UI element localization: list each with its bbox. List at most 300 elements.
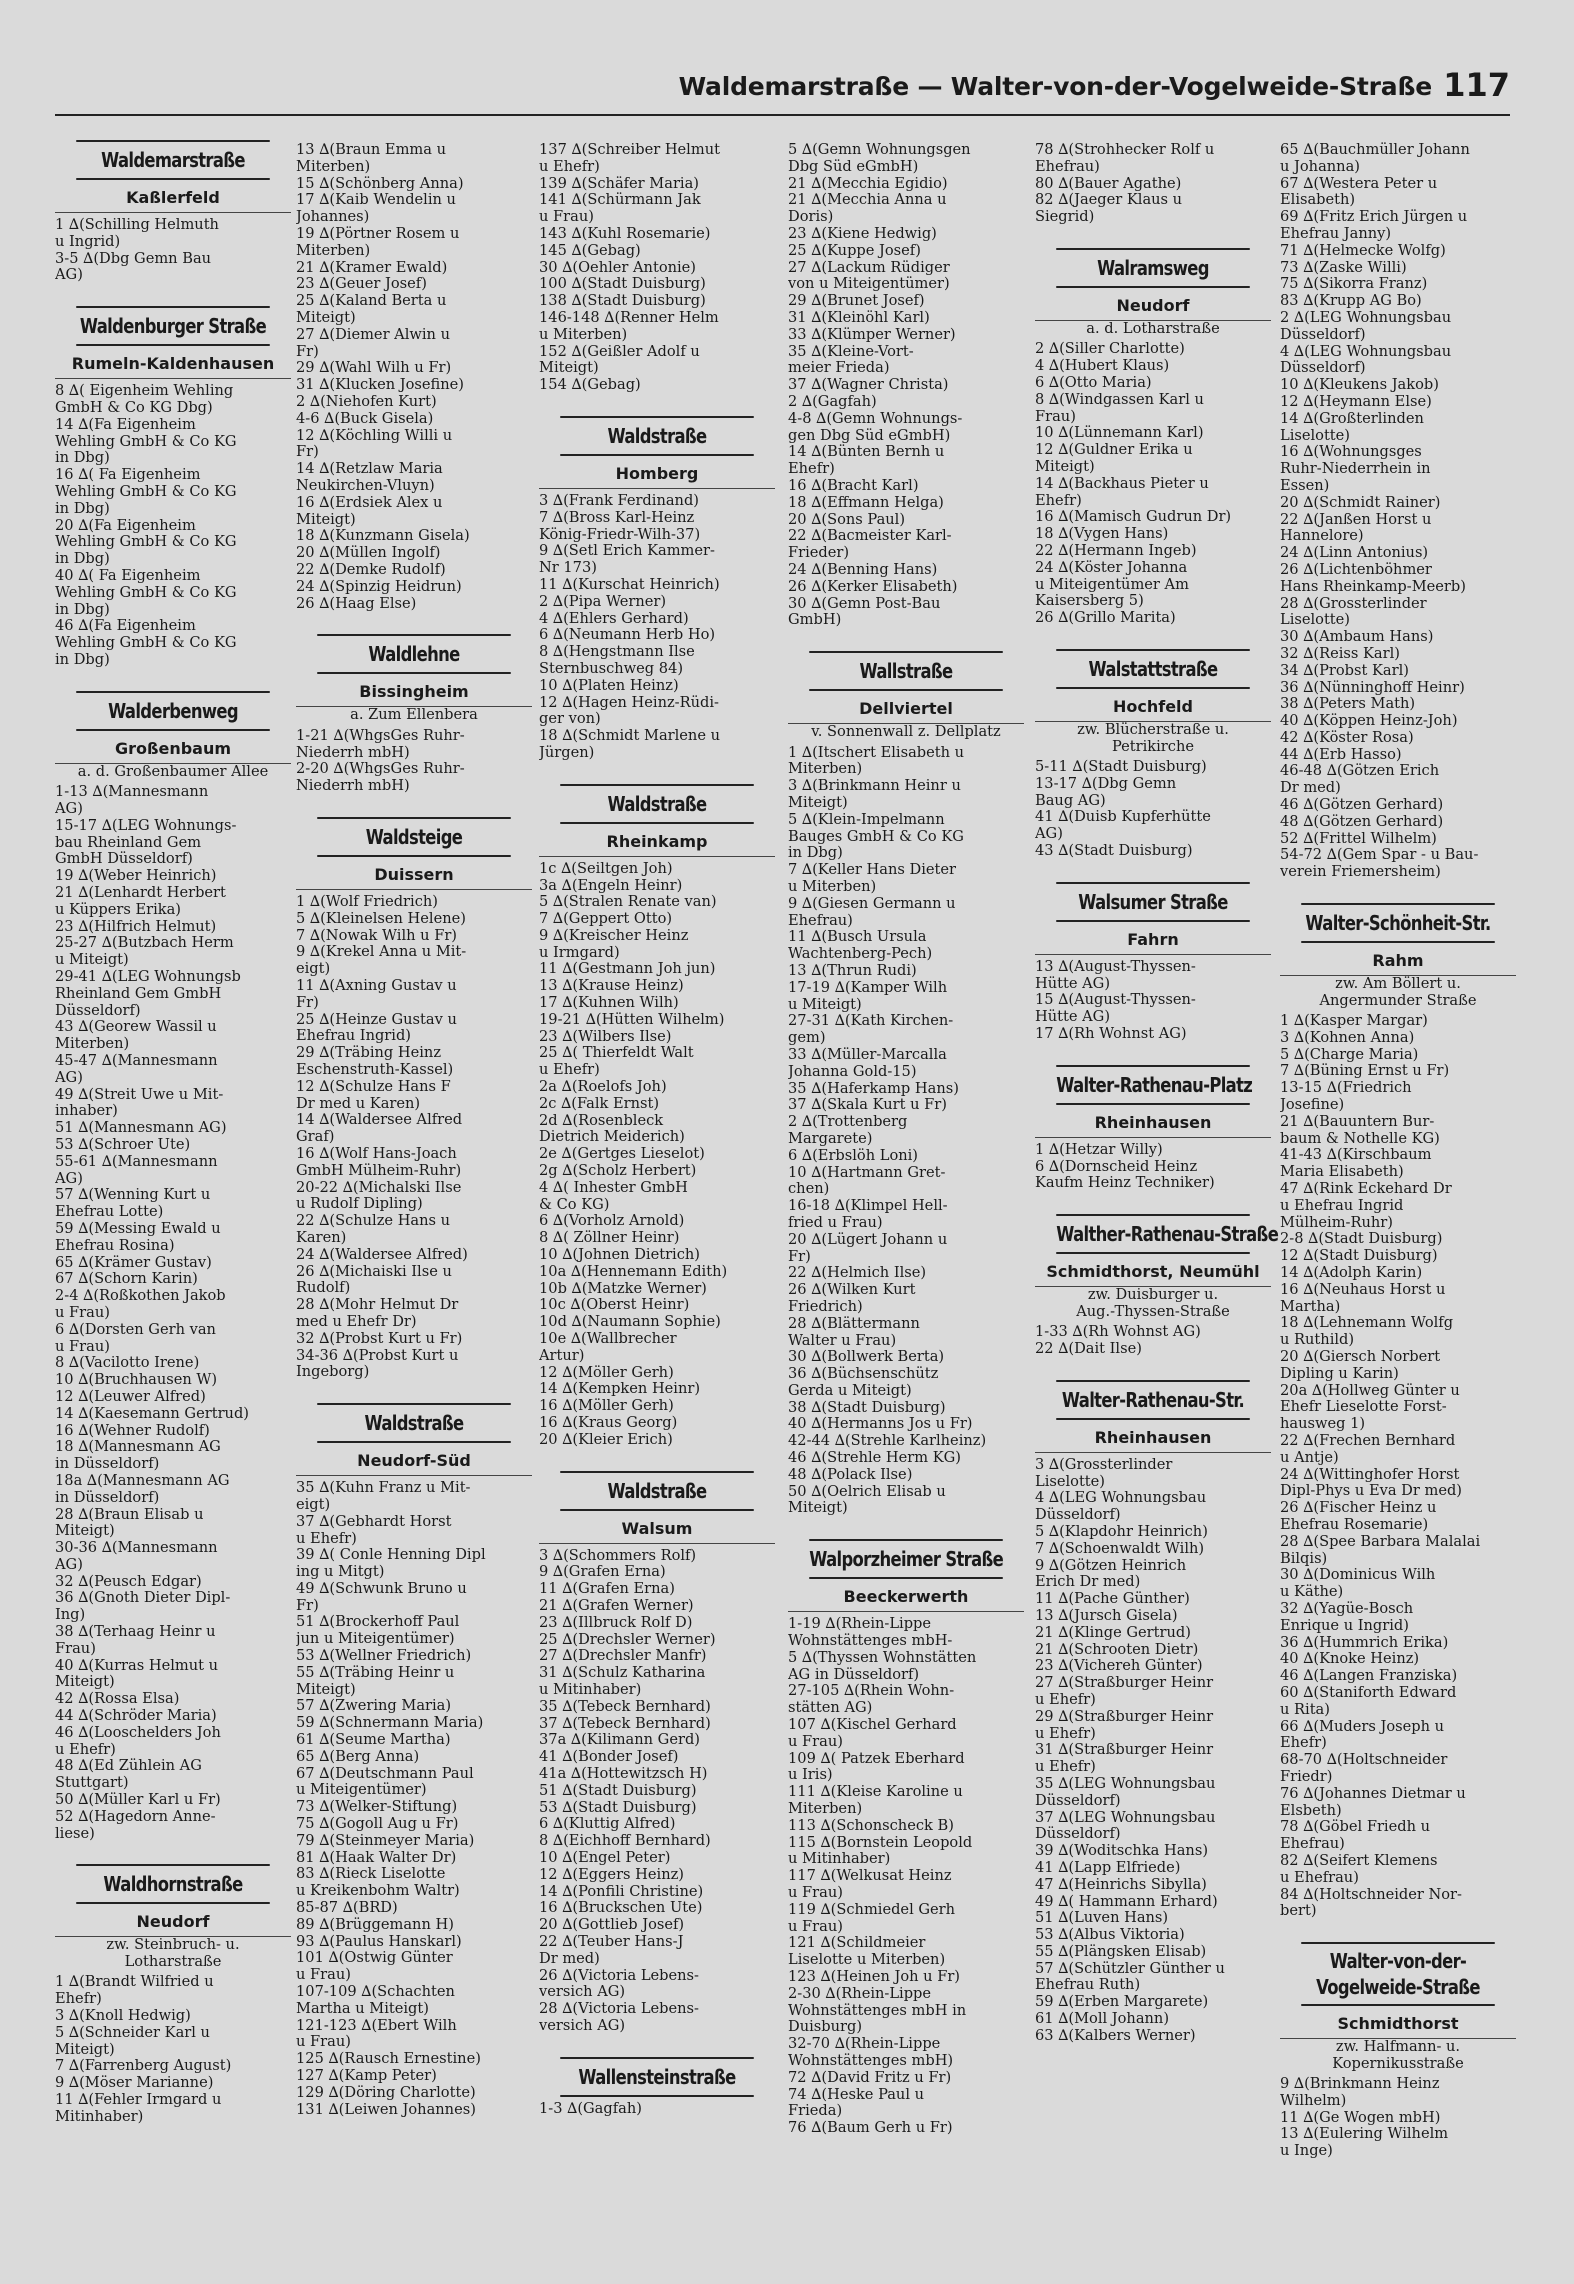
address-entry: inhaber) xyxy=(55,1103,118,1120)
address-entry: 25 ∆(Kaland Berta u xyxy=(296,293,447,310)
address-entry: 5 ∆(Charge Maria) xyxy=(1280,1046,1419,1063)
district-name: Neudorf xyxy=(55,1910,291,1937)
address-entry: 35 ∆(Tebeck Bernhard) xyxy=(539,1698,711,1715)
address-entry: Siegrid) xyxy=(1035,209,1095,226)
street-block xyxy=(788,1539,1024,2137)
address-entry: Liselotte u Miterben) xyxy=(788,1952,946,1969)
address-entry: 4-6 ∆(Buck Gisela) xyxy=(296,410,434,427)
address-entry: 22 ∆(Demke Rudolf) xyxy=(296,561,446,578)
address-entry: 101 ∆(Ostwig Günter xyxy=(296,1950,453,1967)
address-entry: u Miterben) xyxy=(788,878,877,895)
district-range: Kopernikusstraße xyxy=(1332,2054,1464,2072)
address-entry: 3 ∆(Schommers Rolf) xyxy=(539,1547,697,1564)
address-entry: 22 ∆(Janßen Horst u xyxy=(1280,511,1432,528)
address-entry: 129 ∆(Döring Charlotte) xyxy=(296,2084,476,2101)
address-entry: 32 ∆(Peusch Edgar) xyxy=(55,1573,202,1590)
address-entry: Dr med u Karen) xyxy=(296,1095,421,1112)
address-entry: 9 ∆(Götzen Heinrich xyxy=(1035,1557,1187,1574)
address-entry: 20 ∆(Fa Eigenheim xyxy=(55,517,196,534)
address-entry: 14 ∆(Adolph Karin) xyxy=(1280,1265,1423,1282)
district-range: zw. Steinbruch- u. xyxy=(106,1936,240,1954)
district-name: Rheinhausen xyxy=(1035,1111,1271,1138)
address-entry: 14 ∆(Ponfili Christine) xyxy=(539,1883,704,1900)
address-entry: Jürgen) xyxy=(539,744,595,761)
address-entry: u Johanna) xyxy=(1280,158,1360,175)
address-entry: 3a ∆(Engeln Heinr) xyxy=(539,877,683,894)
address-entry: 16-18 ∆(Klimpel Hell- xyxy=(788,1198,948,1215)
address-entry: 30-36 ∆(Mannesmann xyxy=(55,1540,218,1557)
address-entry: 26 ∆(Kerker Elisabeth) xyxy=(788,578,958,595)
address-entry: 41 ∆(Lapp Elfriede) xyxy=(1035,1859,1181,1876)
address-entry: Dipling u Karin) xyxy=(1280,1365,1399,1382)
address-entry: ing u Mitgt) xyxy=(296,1564,385,1581)
address-entry: 121-123 ∆(Ebert Wilh xyxy=(296,2017,457,2034)
street-name: Walther-Rathenau-Straße xyxy=(1056,1214,1250,1254)
address-entry: 80 ∆(Bauer Agathe) xyxy=(1035,175,1182,192)
street-block xyxy=(55,140,291,284)
address-entry: 137 ∆(Schreiber Helmut xyxy=(539,142,720,158)
district-name: Bissingheim xyxy=(296,680,532,707)
address-entry: 16 ∆(Möller Gerh) xyxy=(539,1398,674,1415)
street-name: Walsumer Straße xyxy=(1056,882,1250,922)
street-name: Walporzheimer Straße xyxy=(809,1539,1003,1579)
address-entry: 73 ∆(Zaske Willi) xyxy=(1280,259,1407,276)
address-entry: 34 ∆(Probst Karl) xyxy=(1280,662,1409,679)
address-entry: 45-47 ∆(Mannesmann xyxy=(55,1052,218,1069)
address-entry: 127 ∆(Kamp Peter) xyxy=(296,2068,437,2084)
address-entry: in Dbg) xyxy=(55,500,110,517)
address-entry: 82 ∆(Jaeger Klaus u xyxy=(1035,192,1183,209)
address-entry: 59 ∆(Erben Margarete) xyxy=(1035,1994,1209,2011)
column-3 xyxy=(539,138,775,2134)
address-entry: 61 ∆(Seume Martha) xyxy=(296,1732,451,1749)
address-entry: 16 ∆(Neuhaus Horst u xyxy=(1280,1281,1446,1298)
entry-list xyxy=(1035,1457,1271,2045)
address-entry: 30 ∆(Dominicus Wilh xyxy=(1280,1567,1436,1584)
address-entry: 12 ∆(Eggers Heinz) xyxy=(539,1866,684,1883)
address-entry: 48 ∆(Ed Zühlein AG xyxy=(55,1758,202,1775)
address-entry: 53 ∆(Stadt Duisburg) xyxy=(539,1799,697,1816)
address-entry: ger von) xyxy=(539,711,601,728)
address-entry: bert) xyxy=(1280,1903,1317,1920)
district-range: zw. Halfmann- u. xyxy=(1335,2038,1461,2056)
address-entry: 51 ∆(Mannesmann AG) xyxy=(55,1120,227,1137)
street-name: Waldlehne xyxy=(317,634,511,674)
district-range: Petrikirche xyxy=(1111,737,1194,755)
address-entry: Wohnstättenges mbH- xyxy=(788,1633,953,1650)
address-entry: & Co KG) xyxy=(539,1196,610,1213)
address-entry: 22 ∆(Teuber Hans-J xyxy=(539,1933,684,1950)
address-entry: 109 ∆( Patzek Eberhard xyxy=(788,1750,965,1767)
address-entry: 2c ∆(Falk Ernst) xyxy=(539,1095,660,1112)
address-entry: 1-21 ∆(WhgsGes Ruhr- xyxy=(296,727,465,744)
street-block xyxy=(539,416,775,762)
address-entry: Johanna Gold-15) xyxy=(788,1063,917,1080)
address-entry: GmbH & Co KG Dbg) xyxy=(55,399,213,416)
address-entry: stätten AG) xyxy=(788,1700,873,1717)
address-entry: 66 ∆(Muders Joseph u xyxy=(1280,1718,1445,1735)
address-entry: 31 ∆(Kleinöhl Karl) xyxy=(788,309,930,326)
address-entry: 38 ∆(Terhaag Heinr u xyxy=(55,1624,216,1641)
street-name: Wallensteinstraße xyxy=(560,2057,754,2097)
entry-list xyxy=(539,493,775,762)
address-entry: Rudolf) xyxy=(296,1280,351,1297)
address-entry: 39 ∆(Woditschka Hans) xyxy=(1035,1843,1209,1860)
address-entry: Ehefr Lieselotte Forst- xyxy=(1280,1399,1447,1416)
address-entry: u Miteigt) xyxy=(55,952,129,969)
street-name: Walter-Rathenau-Platz xyxy=(1056,1065,1250,1105)
address-entry: u Mitinhaber) xyxy=(788,1851,891,1868)
address-entry: 10d ∆(Naumann Sophie) xyxy=(539,1314,721,1331)
address-entry: 13-17 ∆(Dbg Gemn xyxy=(1035,775,1177,792)
address-entry: Erich Dr med) xyxy=(1035,1574,1141,1591)
street-block xyxy=(539,1471,775,2035)
entry-list xyxy=(539,2101,775,2118)
address-entry: Ehefrau Rosemarie) xyxy=(1280,1516,1429,1533)
address-entry: 65 ∆(Krämer Gustav) xyxy=(55,1254,212,1271)
address-entry: 53 ∆(Albus Viktoria) xyxy=(1035,1927,1185,1944)
address-entry: 67 ∆(Schorn Karin) xyxy=(55,1271,198,1288)
address-entry: 5 ∆(Stralen Renate van) xyxy=(539,894,717,911)
address-entry: 18 ∆(Vygen Hans) xyxy=(1035,526,1169,543)
address-entry: 63 ∆(Kalbers Werner) xyxy=(1035,2027,1196,2044)
address-entry: 93 ∆(Paulus Hanskarl) xyxy=(296,1933,462,1950)
address-entry: 14 ∆(Kaesemann Gertrud) xyxy=(55,1405,249,1422)
address-entry: 22 ∆(Frechen Bernhard xyxy=(1280,1432,1456,1449)
address-entry: 26 ∆(Grillo Marita) xyxy=(1035,610,1176,627)
address-entry: AG) xyxy=(55,1556,83,1573)
column-2 xyxy=(296,138,532,2134)
address-entry: 22 ∆(Dait Ilse) xyxy=(1035,1340,1142,1357)
address-entry: Fr) xyxy=(296,343,319,360)
street-name: Waldenburger Straße xyxy=(76,306,270,346)
street-name: Walramsweg xyxy=(1056,248,1250,288)
address-entry: 29 ∆(Straßburger Heinr xyxy=(1035,1708,1214,1725)
address-entry: Johannes) xyxy=(296,209,370,226)
address-entry: u Ehefr) xyxy=(296,1530,357,1547)
address-entry: Ruhr-Niederrhein in xyxy=(1280,461,1431,478)
address-entry: 35 ∆(Kuhn Franz u Mit- xyxy=(296,1480,471,1497)
address-entry: 42-44 ∆(Strehle Karlheinz) xyxy=(788,1433,987,1450)
address-entry: 39 ∆( Conle Henning Dipl xyxy=(296,1547,486,1564)
address-entry: 7 ∆(Bross Karl-Heinz xyxy=(539,509,695,526)
address-entry: 14 ∆(Großterlinden xyxy=(1280,410,1424,427)
address-entry: 20 ∆(Schmidt Rainer) xyxy=(1280,494,1441,511)
address-entry: 21 ∆(Schrooten Dietr) xyxy=(1035,1641,1199,1658)
address-entry: meier Frieda) xyxy=(788,360,890,377)
address-entry: 8 ∆( Zöllner Heinr) xyxy=(539,1230,680,1247)
address-entry: u Kreikenbohm Waltr) xyxy=(296,1883,460,1900)
entry-list xyxy=(539,861,775,1449)
address-entry: 82 ∆(Seifert Klemens xyxy=(1280,1852,1438,1869)
address-entry: bau Rheinland Gem xyxy=(55,834,202,851)
district-range: Lotharstraße xyxy=(124,1952,222,1970)
address-entry: 46 ∆(Fa Eigenheim xyxy=(55,618,196,635)
address-entry: 3 ∆(Knoll Hedwig) xyxy=(55,2008,191,2025)
address-entry: 138 ∆(Stadt Duisburg) xyxy=(539,293,706,310)
street-block xyxy=(296,1403,532,2118)
address-entry: 2-8 ∆(Stadt Duisburg) xyxy=(1280,1231,1443,1248)
district-range: a. Zum Ellenbera xyxy=(350,706,478,724)
address-entry: 3 ∆(Frank Ferdinand) xyxy=(539,492,699,509)
address-entry: Hütte AG) xyxy=(1035,975,1111,992)
address-entry: 16 ∆(Wolf Hans-Joach xyxy=(296,1145,457,1162)
address-entry: Mitinhaber) xyxy=(55,2108,144,2125)
address-entry: 10 ∆(Lünnemann Karl) xyxy=(1035,425,1204,442)
address-entry: 30 ∆(Gemn Post-Bau xyxy=(788,595,941,612)
column-5 xyxy=(1035,138,1279,2061)
address-entry: 16 ∆(Wohnungsges xyxy=(1280,444,1422,461)
address-entry: 69 ∆(Fritz Erich Jürgen u xyxy=(1280,209,1468,226)
address-entry: u Miteigt) xyxy=(788,996,862,1013)
address-entry: 18 ∆(Effmann Helga) xyxy=(788,494,944,511)
district-name: Neudorf xyxy=(1035,294,1271,321)
address-entry: 139 ∆(Schäfer Maria) xyxy=(539,175,699,192)
address-entry: Josefine) xyxy=(1280,1097,1345,1114)
address-entry: 49 ∆(Schwunk Bruno u xyxy=(296,1580,467,1597)
address-entry: Stuttgart) xyxy=(55,1775,129,1792)
address-entry: 21 ∆(Klinge Gertrud) xyxy=(1035,1624,1191,1641)
district-name: Großenbaum xyxy=(55,737,291,764)
address-entry: u Antje) xyxy=(1280,1449,1339,1466)
street-block xyxy=(55,306,291,669)
address-entry: 9 ∆(Möser Marianne) xyxy=(55,2075,214,2092)
address-entry: 19-21 ∆(Hütten Wilhelm) xyxy=(539,1011,725,1028)
address-entry: 6 ∆(Vorholz Arnold) xyxy=(539,1213,685,1230)
address-entry: 29 ∆(Träbing Heinz xyxy=(296,1045,442,1062)
address-entry: 7 ∆(Nowak Wilh u Fr) xyxy=(296,927,457,944)
street-block xyxy=(1035,248,1271,627)
address-entry: Essen) xyxy=(1280,477,1330,494)
entry-list xyxy=(1280,1013,1516,1920)
address-entry: 1-3 ∆(Gagfah) xyxy=(539,2100,642,2117)
address-entry: 7 ∆(Geppert Otto) xyxy=(539,911,673,928)
column-1 xyxy=(55,138,291,2142)
address-entry: in Dbg) xyxy=(55,651,110,668)
address-entry: in Düsseldorf) xyxy=(55,1489,160,1506)
address-entry: 7 ∆(Farrenberg August) xyxy=(55,2058,232,2075)
address-entry: baum & Nothelle KG) xyxy=(1280,1130,1440,1147)
address-entry: 55-61 ∆(Mannesmann xyxy=(55,1153,218,1170)
address-entry: 9 ∆(Brinkmann Heinz xyxy=(1280,2076,1440,2093)
street-name: Waldstraße xyxy=(560,1471,754,1511)
address-entry: u Frau) xyxy=(788,1885,843,1902)
address-entry: Elsbeth) xyxy=(1280,1802,1342,1819)
address-entry: u Frau) xyxy=(296,1967,351,1984)
address-entry: u Ehefr) xyxy=(55,1741,116,1758)
address-entry: 24 ∆(Linn Antonius) xyxy=(1280,545,1429,562)
address-entry: Ingeborg) xyxy=(296,1364,370,1381)
address-entry: 107-109 ∆(Schachten xyxy=(296,1984,455,2001)
address-entry: 15-17 ∆(LEG Wohnungs- xyxy=(55,817,237,834)
address-entry: 16 ∆(Bracht Karl) xyxy=(788,477,919,494)
address-entry: Mülheim-Ruhr) xyxy=(1280,1214,1393,1231)
entry-list xyxy=(1035,1324,1271,1358)
address-entry: Wehling GmbH & Co KG xyxy=(55,483,237,500)
address-entry: u Ehefr) xyxy=(1035,1725,1096,1742)
address-entry: Neukirchen-Vluyn) xyxy=(296,477,435,494)
address-entry: 123 ∆(Heinen Joh u Fr) xyxy=(788,1969,960,1985)
entry-list xyxy=(296,142,532,612)
address-entry: AG) xyxy=(1035,826,1063,843)
address-entry: verein Friemersheim) xyxy=(1280,864,1441,881)
address-entry: 125 ∆(Rausch Ernestine) xyxy=(296,2051,481,2068)
address-entry: 7 ∆(Schoenwaldt Wilh) xyxy=(1035,1540,1205,1557)
address-entry: 5 ∆(Thyssen Wohnstätten xyxy=(788,1649,977,1666)
address-entry: 1 ∆(Itschert Elisabeth u xyxy=(788,744,965,761)
address-entry: 57 ∆(Wenning Kurt u xyxy=(55,1187,211,1204)
address-entry: 25 ∆(Heinze Gustav u xyxy=(296,1011,457,1028)
address-entry: 85-87 ∆(BRD) xyxy=(296,1900,398,1917)
street-name: Walter-Rathenau-Str. xyxy=(1056,1380,1250,1420)
address-entry: 2 ∆(Trottenberg xyxy=(788,1114,908,1131)
address-entry: 3 ∆(Kohnen Anna) xyxy=(1280,1029,1415,1046)
entry-list xyxy=(55,383,291,669)
address-entry: 3 ∆(Grossterlinder xyxy=(1035,1456,1173,1473)
address-entry: AG in Düsseldorf) xyxy=(788,1666,920,1683)
entry-list xyxy=(539,1548,775,2035)
address-entry: Friedr) xyxy=(1280,1768,1333,1785)
address-entry: 74 ∆(Heske Paul u xyxy=(788,2086,925,2103)
address-entry: 27 ∆(Straßburger Heinr xyxy=(1035,1675,1214,1692)
entry-list xyxy=(788,745,1024,1518)
address-entry: 43 ∆(Stadt Duisburg) xyxy=(1035,843,1193,860)
address-entry: 47 ∆(Heinrichs Sibylla) xyxy=(1035,1876,1207,1893)
address-entry: 28 ∆(Braun Elisab u xyxy=(55,1506,204,1523)
address-entry: u Ehefrau) xyxy=(1280,1869,1359,1886)
address-entry: 26 ∆(Victoria Lebens- xyxy=(539,1967,699,1984)
address-entry: 12 ∆(Möller Gerh) xyxy=(539,1364,674,1381)
address-entry: 84 ∆(Holtschneider Nor- xyxy=(1280,1886,1462,1903)
street-name: Walstattstraße xyxy=(1056,649,1250,689)
entry-list xyxy=(55,1974,291,2125)
address-entry: Düsseldorf) xyxy=(1280,326,1366,343)
address-entry: 18 ∆(Lehnemann Wolfg xyxy=(1280,1315,1454,1332)
address-entry: 8 ∆(Vacilotto Irene) xyxy=(55,1355,200,1372)
address-entry: 1-19 ∆(Rhein-Lippe xyxy=(788,1616,932,1633)
address-entry: u Rudolf Dipling) xyxy=(296,1196,423,1213)
address-entry: 18 ∆(Schmidt Marlene u xyxy=(539,728,721,745)
address-entry: 11 ∆(Busch Ursula xyxy=(788,929,927,946)
address-entry: 23 ∆(Geuer Josef) xyxy=(296,276,427,293)
address-entry: Rheinland Gem GmbH xyxy=(55,985,222,1002)
address-entry: 78 ∆(Göbel Friedh u xyxy=(1280,1819,1431,1836)
address-entry: 5 ∆(Klein-Impelmann xyxy=(788,811,945,828)
address-entry: 10 ∆(Johnen Dietrich) xyxy=(539,1247,700,1264)
address-entry: 44 ∆(Erb Hasso) xyxy=(1280,746,1402,763)
address-entry: hausweg 1) xyxy=(1280,1416,1366,1433)
address-entry: 46-48 ∆(Götzen Erich xyxy=(1280,763,1440,780)
address-entry: 21 ∆(Bauuntern Bur- xyxy=(1280,1113,1435,1130)
address-entry: 50 ∆(Müller Karl u Fr) xyxy=(55,1792,221,1809)
address-entry: 37 ∆(Skala Kurt u Fr) xyxy=(788,1097,947,1114)
address-entry: 15 ∆(August-Thyssen- xyxy=(1035,992,1196,1009)
address-entry: Baug AG) xyxy=(1035,792,1106,809)
address-entry: u Ehefr) xyxy=(539,1062,600,1079)
address-entry: Artur) xyxy=(539,1347,585,1364)
street-block xyxy=(1035,1380,1271,2045)
address-entry: u Irmgard) xyxy=(539,944,620,961)
address-entry: Wilhelm) xyxy=(1280,2092,1347,2109)
street-block xyxy=(55,691,291,1843)
district-name: Schmidthorst, Neumühl xyxy=(1035,1260,1271,1287)
street-name: Waldstraße xyxy=(560,416,754,456)
address-entry: 16 ∆(Wehner Rudolf) xyxy=(55,1422,210,1439)
address-entry: in Dbg) xyxy=(55,551,110,568)
page-number: 117 xyxy=(1443,66,1510,104)
address-entry: Nr 173) xyxy=(539,560,597,577)
address-entry: 73 ∆(Welker-Stiftung) xyxy=(296,1799,458,1816)
address-entry: 83 ∆(Rieck Liselotte xyxy=(296,1866,446,1883)
address-entry: 9 ∆(Giesen Germann u xyxy=(788,895,956,912)
address-entry: 18a ∆(Mannesmann AG xyxy=(55,1472,230,1489)
entry-list xyxy=(1035,959,1271,1043)
address-entry: 5 ∆(Klapdohr Heinrich) xyxy=(1035,1523,1208,1540)
address-entry: u Miterben) xyxy=(539,326,628,343)
address-entry: Doris) xyxy=(788,209,834,226)
address-entry: liese) xyxy=(55,1825,95,1842)
address-entry: 10a ∆(Hennemann Edith) xyxy=(539,1263,728,1280)
address-entry: 23 ∆(Hilfrich Helmut) xyxy=(55,918,217,935)
address-entry: 11 ∆(Grafen Erna) xyxy=(539,1581,675,1598)
street-block xyxy=(539,2057,775,2118)
address-entry: 35 ∆(Haferkamp Hans) xyxy=(788,1080,959,1097)
address-entry: 32 ∆(Yagüe-Bosch xyxy=(1280,1600,1414,1617)
address-entry: 13 ∆(Thrun Rudi) xyxy=(788,962,917,979)
address-entry: 40 ∆(Kurras Helmut u xyxy=(55,1657,219,1674)
address-entry: 79 ∆(Steinmeyer Maria) xyxy=(296,1832,475,1849)
address-entry: 115 ∆(Bornstein Leopold xyxy=(788,1834,973,1851)
address-entry: 67 ∆(Westera Peter u xyxy=(1280,175,1438,192)
address-entry: u Käthe) xyxy=(1280,1584,1344,1601)
address-entry: 40 ∆( Fa Eigenheim xyxy=(55,567,201,584)
address-entry: 2-4 ∆(Roßkothen Jakob xyxy=(55,1288,226,1305)
address-entry: 51 ∆(Luven Hans) xyxy=(1035,1910,1169,1927)
address-entry: 5-11 ∆(Stadt Duisburg) xyxy=(1035,759,1207,776)
address-entry: 10 ∆(Kleukens Jakob) xyxy=(1280,377,1439,394)
address-entry: 23 ∆(Wilbers Ilse) xyxy=(539,1028,672,1045)
address-entry: 20 ∆(Kleier Erich) xyxy=(539,1431,673,1448)
address-entry: AG) xyxy=(55,267,83,284)
address-entry: Duisburg) xyxy=(788,2019,863,2036)
street-block xyxy=(1035,1065,1271,1192)
address-entry: Sternbuschweg 84) xyxy=(539,660,684,677)
address-entry: u Ruthild) xyxy=(1280,1332,1355,1349)
address-entry: 20 ∆(Lügert Johann u xyxy=(788,1231,948,1248)
address-entry: Enrique u Ingrid) xyxy=(1280,1617,1409,1634)
address-entry: GmbH Düsseldorf) xyxy=(55,851,193,868)
address-entry: Miteigt) xyxy=(55,1523,115,1540)
address-entry: 46 ∆(Götzen Gerhard) xyxy=(1280,797,1444,814)
address-entry: 17-19 ∆(Kamper Wilh xyxy=(788,979,948,996)
address-entry: AG) xyxy=(55,1069,83,1086)
address-entry: 41 ∆(Bonder Josef) xyxy=(539,1749,679,1766)
district-range: zw. Duisburger u. xyxy=(1087,1286,1219,1304)
address-entry: u Iris) xyxy=(788,1767,833,1784)
address-entry: 50 ∆(Oelrich Elisab u xyxy=(788,1483,946,1500)
page-header xyxy=(55,66,1510,116)
address-entry: Düsseldorf) xyxy=(1035,1792,1121,1809)
address-entry: 42 ∆(Köster Rosa) xyxy=(1280,729,1414,746)
address-entry: 11 ∆(Fehler Irmgard u xyxy=(55,2092,222,2109)
street-name: Waldstraße xyxy=(317,1403,511,1443)
address-entry: 26 ∆(Lichtenböhmer xyxy=(1280,561,1432,578)
address-entry: 14 ∆(Backhaus Pieter u xyxy=(1035,475,1209,492)
address-entry: 30 ∆(Ambaum Hans) xyxy=(1280,629,1434,646)
address-entry: u Ehefrau Ingrid xyxy=(1280,1197,1404,1214)
address-entry: 44 ∆(Schröder Maria) xyxy=(55,1708,217,1725)
address-entry: 9 ∆(Setl Erich Kammer- xyxy=(539,543,715,560)
